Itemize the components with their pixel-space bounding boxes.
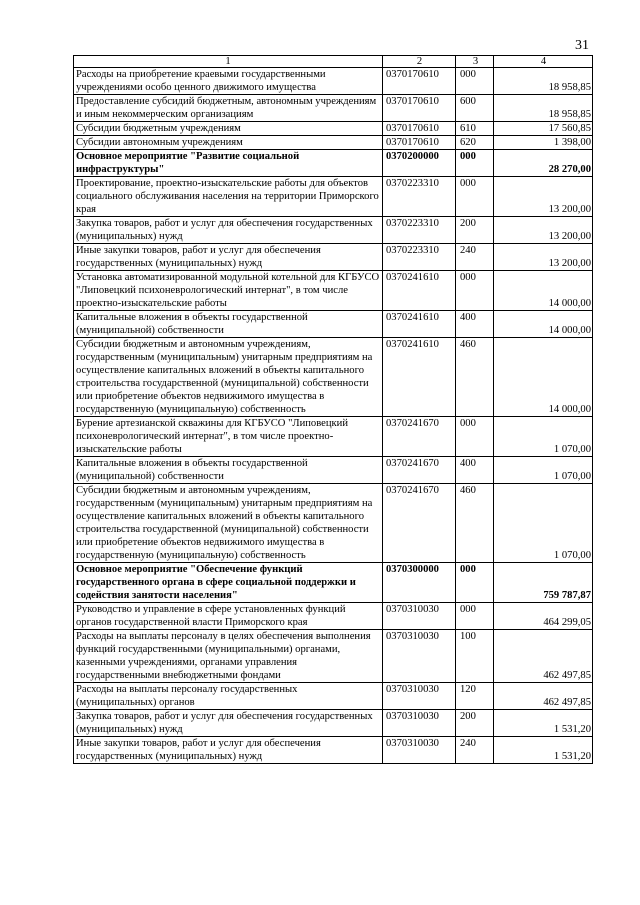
row-type: 240 — [456, 737, 494, 764]
table-row — [74, 683, 593, 710]
row-code: 0370310030 — [383, 710, 456, 737]
row-type: 000 — [456, 603, 494, 630]
row-type: 610 — [456, 122, 494, 136]
header-cell-3: 3 — [456, 56, 494, 68]
table-row — [74, 417, 593, 457]
row-amount: 759 787,87 — [494, 563, 593, 603]
row-name: Субсидии автономным учреждениям — [74, 136, 383, 150]
row-amount: 1 070,00 — [494, 484, 593, 563]
row-code: 0370170610 — [383, 95, 456, 122]
table-row — [74, 603, 593, 630]
row-amount: 1 398,00 — [494, 136, 593, 150]
row-amount: 13 200,00 — [494, 177, 593, 217]
row-name: Проектирование, проектно-изыскательские работы для объектов социального обслуживания населения на территории Приморского края — [74, 177, 383, 217]
row-name: Субсидии бюджетным учреждениям — [74, 122, 383, 136]
row-name: Расходы на приобретение краевыми государственными учреждениями особо ценного движимого имущества — [74, 68, 383, 95]
row-name: Бурение артезианской скважины для КГБУСО "Липовецкий психоневрологический интернат", в том числе проектно-изыскательские работы — [74, 417, 383, 457]
row-amount: 1 531,20 — [494, 710, 593, 737]
row-code: 0370223310 — [383, 244, 456, 271]
row-code: 0370170610 — [383, 136, 456, 150]
table-row — [74, 630, 593, 683]
page-number: 31 — [575, 38, 589, 53]
header-cell-1: 1 — [74, 56, 383, 68]
row-name: Капитальные вложения в объекты государственной (муниципальной) собственности — [74, 457, 383, 484]
row-amount: 1 070,00 — [494, 457, 593, 484]
row-code: 0370200000 — [383, 150, 456, 177]
row-type: 100 — [456, 630, 494, 683]
row-name: Расходы на выплаты персоналу государственных (муниципальных) органов — [74, 683, 383, 710]
row-amount: 17 560,85 — [494, 122, 593, 136]
table-row — [74, 710, 593, 737]
table-row — [74, 457, 593, 484]
row-type: 240 — [456, 244, 494, 271]
row-name: Иные закупки товаров, работ и услуг для обеспечения государственных (муниципальных) нужд — [74, 244, 383, 271]
row-code: 0370241670 — [383, 417, 456, 457]
table-row — [74, 737, 593, 764]
row-amount: 14 000,00 — [494, 271, 593, 311]
row-code: 0370310030 — [383, 603, 456, 630]
row-code: 0370310030 — [383, 737, 456, 764]
header-cell-2: 2 — [383, 56, 456, 68]
row-type: 620 — [456, 136, 494, 150]
table-row — [74, 122, 593, 136]
table-row — [74, 563, 593, 603]
row-type: 000 — [456, 563, 494, 603]
row-code: 0370241610 — [383, 338, 456, 417]
table-row — [74, 95, 593, 122]
row-code: 0370241610 — [383, 311, 456, 338]
row-amount: 1 070,00 — [494, 417, 593, 457]
row-name: Субсидии бюджетным и автономным учреждениям, государственным (муниципальным) унитарным предприятиям на осуществление капитальных вложений в объекты капитального строительства государственной (муниципальной) собственности или приобретение объектов недвижимого имущества в государственную (муниципальную) собственность — [74, 338, 383, 417]
table-row — [74, 68, 593, 95]
table-row — [74, 136, 593, 150]
row-type: 000 — [456, 150, 494, 177]
row-type: 460 — [456, 484, 494, 563]
row-name: Расходы на выплаты персоналу в целях обеспечения выполнения функций государственными (муниципальными) органами, казенными учреждениями, органами управления государственными внебюджетными фондами — [74, 630, 383, 683]
row-type: 000 — [456, 177, 494, 217]
table-row — [74, 217, 593, 244]
table-header-row — [74, 56, 593, 68]
row-code: 0370310030 — [383, 630, 456, 683]
row-amount: 14 000,00 — [494, 311, 593, 338]
row-amount: 462 497,85 — [494, 683, 593, 710]
row-type: 120 — [456, 683, 494, 710]
row-code: 0370241670 — [383, 457, 456, 484]
row-type: 460 — [456, 338, 494, 417]
row-name: Основное мероприятие "Обеспечение функций государственного органа в сфере социальной поддержки и содействия занятости населения" — [74, 563, 383, 603]
row-amount: 13 200,00 — [494, 244, 593, 271]
row-name: Основное мероприятие "Развитие социальной инфраструктуры" — [74, 150, 383, 177]
row-code: 0370223310 — [383, 217, 456, 244]
row-type: 400 — [456, 311, 494, 338]
row-code: 0370241610 — [383, 271, 456, 311]
row-type: 200 — [456, 710, 494, 737]
table-row — [74, 484, 593, 563]
row-name: Закупка товаров, работ и услуг для обеспечения государственных (муниципальных) нужд — [74, 710, 383, 737]
row-amount: 18 958,85 — [494, 95, 593, 122]
row-code: 0370170610 — [383, 68, 456, 95]
row-code: 0370223310 — [383, 177, 456, 217]
row-type: 600 — [456, 95, 494, 122]
row-amount: 1 531,20 — [494, 737, 593, 764]
table-row — [74, 338, 593, 417]
row-type: 000 — [456, 271, 494, 311]
header-cell-4: 4 — [494, 56, 593, 68]
row-code: 0370170610 — [383, 122, 456, 136]
table-row — [74, 150, 593, 177]
row-amount: 462 497,85 — [494, 630, 593, 683]
row-amount: 14 000,00 — [494, 338, 593, 417]
row-name: Закупка товаров, работ и услуг для обеспечения государственных (муниципальных) нужд — [74, 217, 383, 244]
row-amount: 13 200,00 — [494, 217, 593, 244]
row-type: 400 — [456, 457, 494, 484]
row-name: Иные закупки товаров, работ и услуг для обеспечения государственных (муниципальных) нужд — [74, 737, 383, 764]
row-name: Руководство и управление в сфере установленных функций органов государственной власти Приморского края — [74, 603, 383, 630]
row-code: 0370310030 — [383, 683, 456, 710]
table-row — [74, 271, 593, 311]
row-name: Предоставление субсидий бюджетным, автономным учреждениям и иным некоммерческим организациям — [74, 95, 383, 122]
row-amount: 464 299,05 — [494, 603, 593, 630]
row-type: 200 — [456, 217, 494, 244]
row-type: 000 — [456, 417, 494, 457]
row-code: 0370241670 — [383, 484, 456, 563]
row-code: 0370300000 — [383, 563, 456, 603]
row-name: Субсидии бюджетным и автономным учреждениям, государственным (муниципальным) унитарным предприятиям на осуществление капитальных вложений в объекты капитального строительства государственной (муниципальной) собственности или приобретение объектов недвижимого имущества в государственную (муниципальную) собственность — [74, 484, 383, 563]
row-amount: 18 958,85 — [494, 68, 593, 95]
table-row — [74, 311, 593, 338]
row-name: Капитальные вложения в объекты государственной (муниципальной) собственности — [74, 311, 383, 338]
row-type: 000 — [456, 68, 494, 95]
row-name: Установка автоматизированной модульной котельной для КГБУСО "Липовецкий психоневрологический интернат", в том числе проектно-изыскательские работы — [74, 271, 383, 311]
table-row — [74, 244, 593, 271]
budget-table — [73, 55, 593, 764]
row-amount: 28 270,00 — [494, 150, 593, 177]
table-row — [74, 177, 593, 217]
